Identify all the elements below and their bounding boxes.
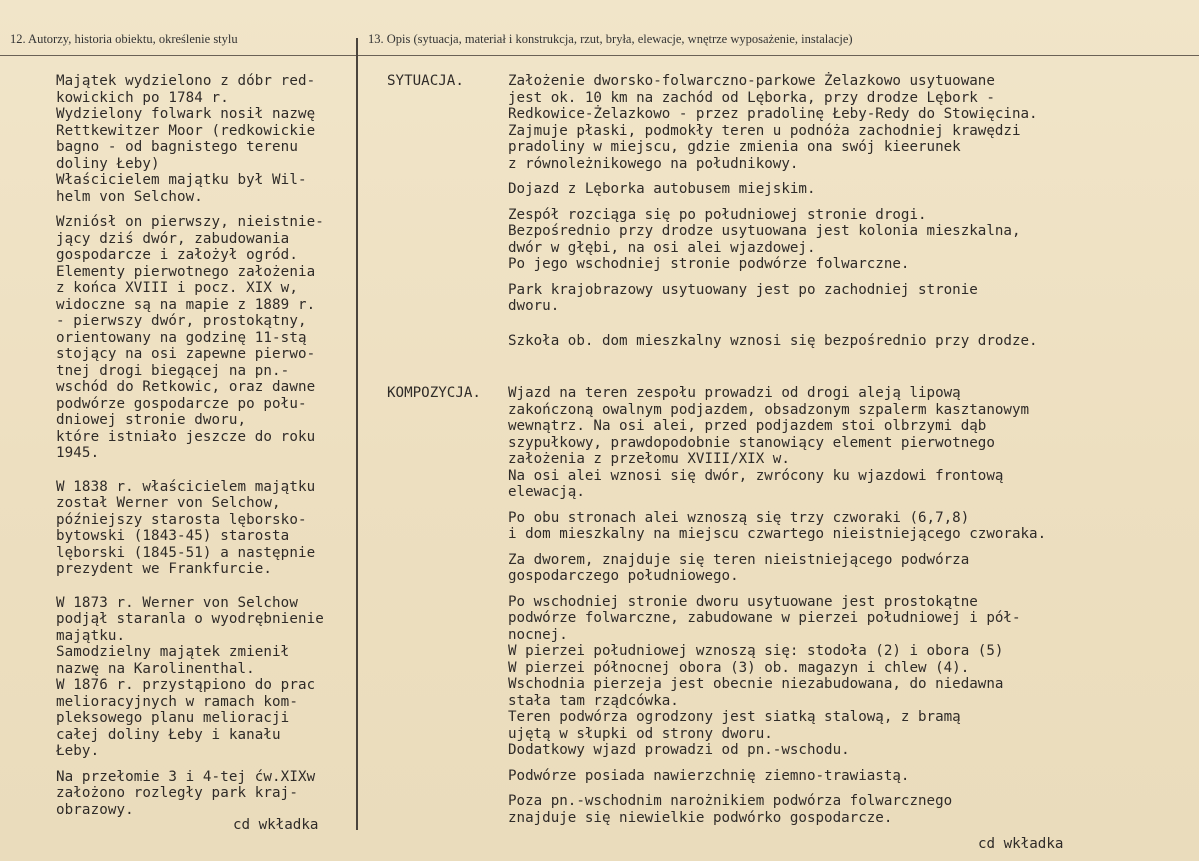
sytuacja-paragraph: Szkoła ob. dom mieszkalny wznosi się bezpośrednio przy drodze. [508, 332, 1038, 349]
sytuacja-paragraph: Park krajobrazowy usytuowany jest po zachodniej stronie dworu. [508, 281, 978, 314]
section-13-header: 13. Opis (sytuacja, materiał i konstrukcja, rzut, bryła, elewacje, wnętrze wyposażenie, instalacje) [368, 32, 853, 46]
sytuacja-paragraph: Zespół rozciąga się po południowej stronie drogi. Bezpośrednio przy drodze usytuowana jest kolonia mieszkalna, dwór w głębi, na osi alei wjazdowej. Po jego wschodniej stronie podwórze folwarczne. [508, 206, 1021, 272]
sytuacja-label: SYTUACJA. [387, 73, 464, 89]
kompozycja-paragraph: Wjazd na teren zespołu prowadzi od drogi aleją lipową zakończoną owalnym podjazdem, obsadzonym szpalerm kasztanowym wewnątrz. Na osi alei, przed podjazdem stoi olbrzymi dąb szypułkowy, prawdopodobnie stanowiący element pierwotnego założenia z przełomu XVIII/XIX w. Na osi alei wznosi się dwór, zwrócony ku wjazdowi frontową elewacją. [508, 385, 1030, 500]
history-paragraph: Wzniósł on pierwszy, nieistnie- jący dziś dwór, zabudowania gospodarcze i założył ogród. Elementy pierwotnego założenia z końca XVIII i pocz. XIX w, widoczne są na mapie z 1889 r. - pierwszy dwór, prostokątny, orientowany na godzinę 11-stą stojący na osi zapewne pierwo- tnej drogi biegącej na pn.- wschód do Retkowic, oraz dawne podwórze gospodarcze po połu- dniowej stronie dworu, które istniało jeszcze do roku 1945. [56, 214, 324, 461]
header-divider [0, 55, 1199, 56]
history-column [56, 73, 356, 827]
history-paragraph: Na przełomie 3 i 4-tej ćw.XIXw założono rozległy park kraj- obrazowy. [56, 768, 316, 818]
sytuacja-paragraph: Dojazd z Lęborka autobusem miejskim. [508, 181, 816, 197]
kompozycja-paragraph: Po wschodniej stronie dworu usytuowane jest prostokątne podwórze folwarczne, zabudowane w pierzei południowej i pół- nocnej. W pierzei południowej wznoszą się: stodoła (2) i obora (5) W pierzei północnej obora (3) ob. magazyn i chlew (4). Wschodnia pierzeja jest obecnie niezabudowana, do niedawna stała tam rządcówka. Teren podwórza ogrodzony jest siatką stalową, z bramą ujętą w słupki od strony dworu. Dodatkowy wjazd prowadzi od pn.-wschodu. [508, 593, 1021, 758]
left-continuation-note: cd wkładka [233, 817, 319, 833]
kompozycja-paragraph: Poza pn.-wschodnim narożnikiem podwórza folwarcznego znajduje się niewielkie podwórko gospodarcze. [508, 793, 953, 826]
right-continuation-note: cd wkładka [978, 836, 1064, 852]
sytuacja-body [508, 73, 1188, 358]
kompozycja-body [508, 385, 1188, 835]
kompozycja-label: KOMPOZYCJA. [387, 385, 481, 401]
kompozycja-paragraph: Po obu stronach alei wznoszą się trzy czworaki (6,7,8) i dom mieszkalny na miejscu czwartego nieistniejącego czworaka. [508, 509, 1047, 542]
history-paragraph: W 1873 r. Werner von Selchow podjął staranla o wyodrębnienie majątku. Samodzielny majątek zmienił nazwę na Karolinenthal. W 1876 r. przystąpiono do prac melioracyjnych w ramach kom- pleksowego planu melioracji całej doliny Łeby i kanału Łeby. [56, 594, 324, 759]
history-paragraph: Majątek wydzielono z dóbr red- kowickich po 1784 r. Wydzielony folwark nosił nazwę Rettkewitzer Moor (redkowickie bagno - od bagnistego terenu doliny Łeby) Właścicielem majątku był Wil- helm von Selchow. [56, 73, 316, 205]
kompozycja-paragraph: Za dworem, znajduje się teren nieistniejącego podwórza gospodarczego południowego. [508, 551, 970, 584]
kompozycja-paragraph: Podwórze posiada nawierzchnię ziemno-trawiastą. [508, 767, 910, 784]
sytuacja-paragraph: Założenie dworsko-folwarczno-parkowe Żelazkowo usytuowane jest ok. 10 km na zachód od Lęborka, przy drodze Lębork - Redkowice-Żelazkowo - przez pradolinę Łeby-Redy do Stowięcina. Zajmuje płaski, podmokły teren u podnóża zachodniej krawędzi pradoliny w miejscu, gdzie zmienia ona swój kieerunek z równoleżnikowego na południkowy. [508, 73, 1038, 172]
column-divider [356, 38, 358, 830]
section-12-header: 12. Autorzy, historia obiektu, określenie stylu [10, 32, 238, 46]
history-paragraph: W 1838 r. właścicielem majątku został Werner von Selchow, późniejszy starosta lęborsko- bytowski (1843-45) starosta lęborski (1845-51) a następnie prezydent we Frankfurcie. [56, 478, 316, 577]
